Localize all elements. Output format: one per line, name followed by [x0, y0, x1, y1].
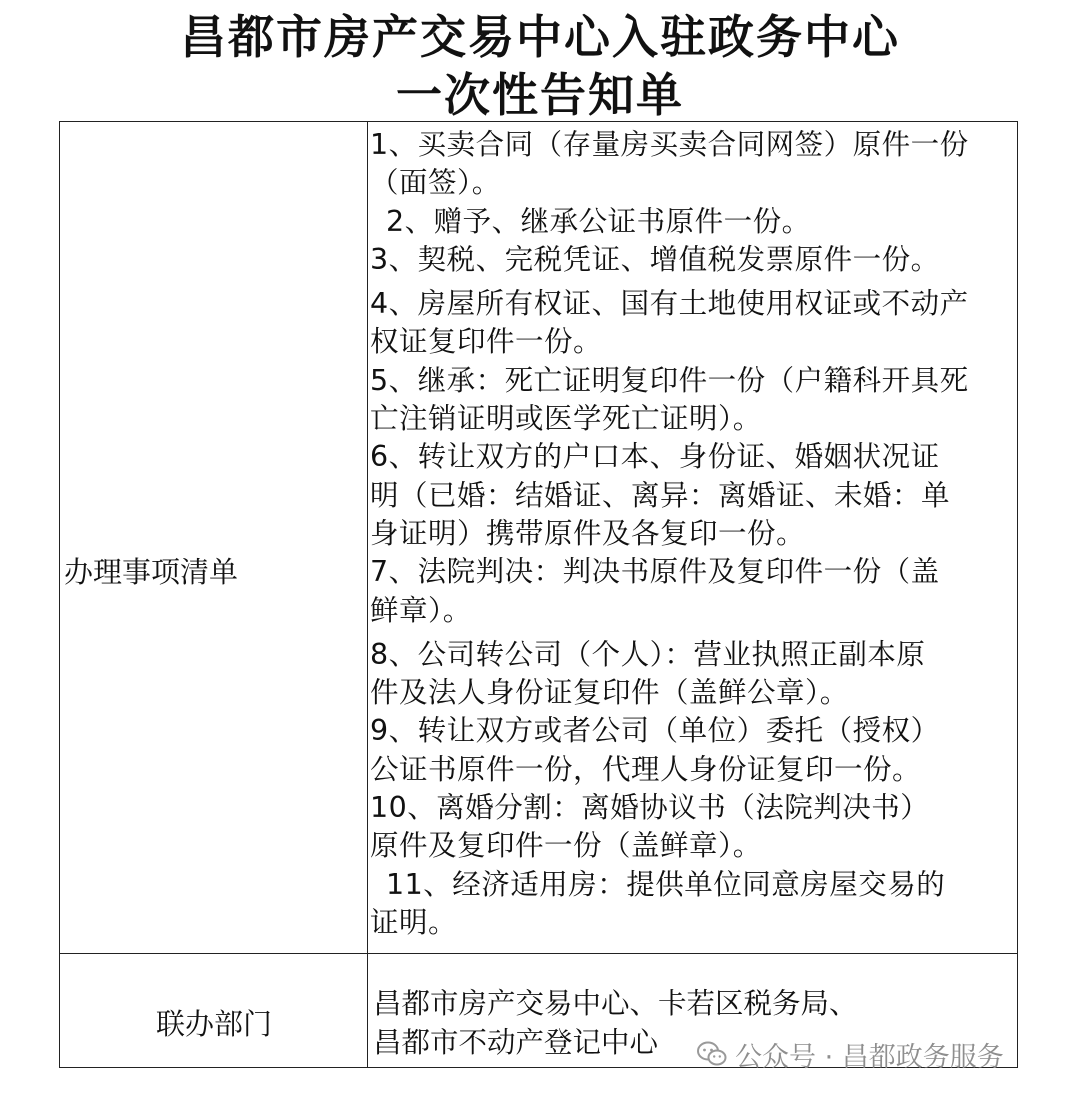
item-line: 1、买卖合同（存量房买卖合同网签）原件一份 [370, 128, 969, 161]
item-line: 10、离婚分割：离婚协议书（法院判决书） [370, 791, 930, 825]
item-line: 11、经济适用房：提供单位同意房屋交易的 [386, 867, 946, 901]
item-line: 5、继承：死亡证明复印件一份（户籍科开具死 [370, 363, 969, 397]
item-line: 亡注销证明或医学死亡证明）。 [370, 402, 762, 436]
item-line: 2、赠予、继承公证书原件一份。 [386, 204, 811, 238]
item-line: 鲜章）。 [370, 593, 472, 627]
wechat-icon [697, 1041, 727, 1067]
document-title-line-1: 昌都市房产交易中心入驻政务中心 [180, 10, 900, 64]
item-line: 4、房屋所有权证、国有土地使用权证或不动产 [370, 287, 969, 321]
table-divider-vertical [367, 122, 368, 1067]
item-line: （面签）。 [370, 166, 501, 200]
items-list [370, 126, 1010, 942]
item-line: 身证明）携带原件及各复印一份。 [370, 516, 806, 550]
dept-line: 昌都市不动产登记中心 [373, 1026, 659, 1059]
item-line: 公证书原件一份，代理人身份证复印一份。 [370, 752, 922, 786]
item-line: 9、转让双方或者公司（单位）委托（授权） [370, 714, 940, 748]
watermark-text: 公众号 · 昌都政务服务 [735, 1041, 1004, 1073]
item-line: 明（已婚：结婚证、离异：离婚证、未婚：单 [370, 478, 951, 512]
watermark [697, 1034, 1004, 1074]
notice-table [59, 121, 1018, 1068]
item-line: 8、公司转公司（个人）：营业执照正副本原 [370, 637, 926, 671]
item-line: 3、契税、完税凭证、增值税发票原件一份。 [370, 242, 940, 276]
item-line: 原件及复印件一份（盖鲜章）。 [370, 829, 762, 863]
table-divider-horizontal [60, 953, 1017, 954]
item-line: 件及法人身份证复印件（盖鲜公章）。 [370, 676, 849, 710]
item-line: 6、转让双方的户口本、身份证、婚姻状况证 [370, 440, 940, 474]
item-line: 7、法院判决：判决书原件及复印件一份（盖 [370, 555, 940, 589]
items-label: 办理事项清单 [64, 555, 239, 589]
dept-label: 联办部门 [156, 1007, 273, 1041]
document-title-line-2: 一次性告知单 [396, 68, 684, 122]
item-line: 权证复印件一份。 [370, 325, 603, 359]
item-line: 证明。 [370, 905, 458, 939]
dept-line: 昌都市房产交易中心、卡若区税务局、 [373, 987, 858, 1020]
